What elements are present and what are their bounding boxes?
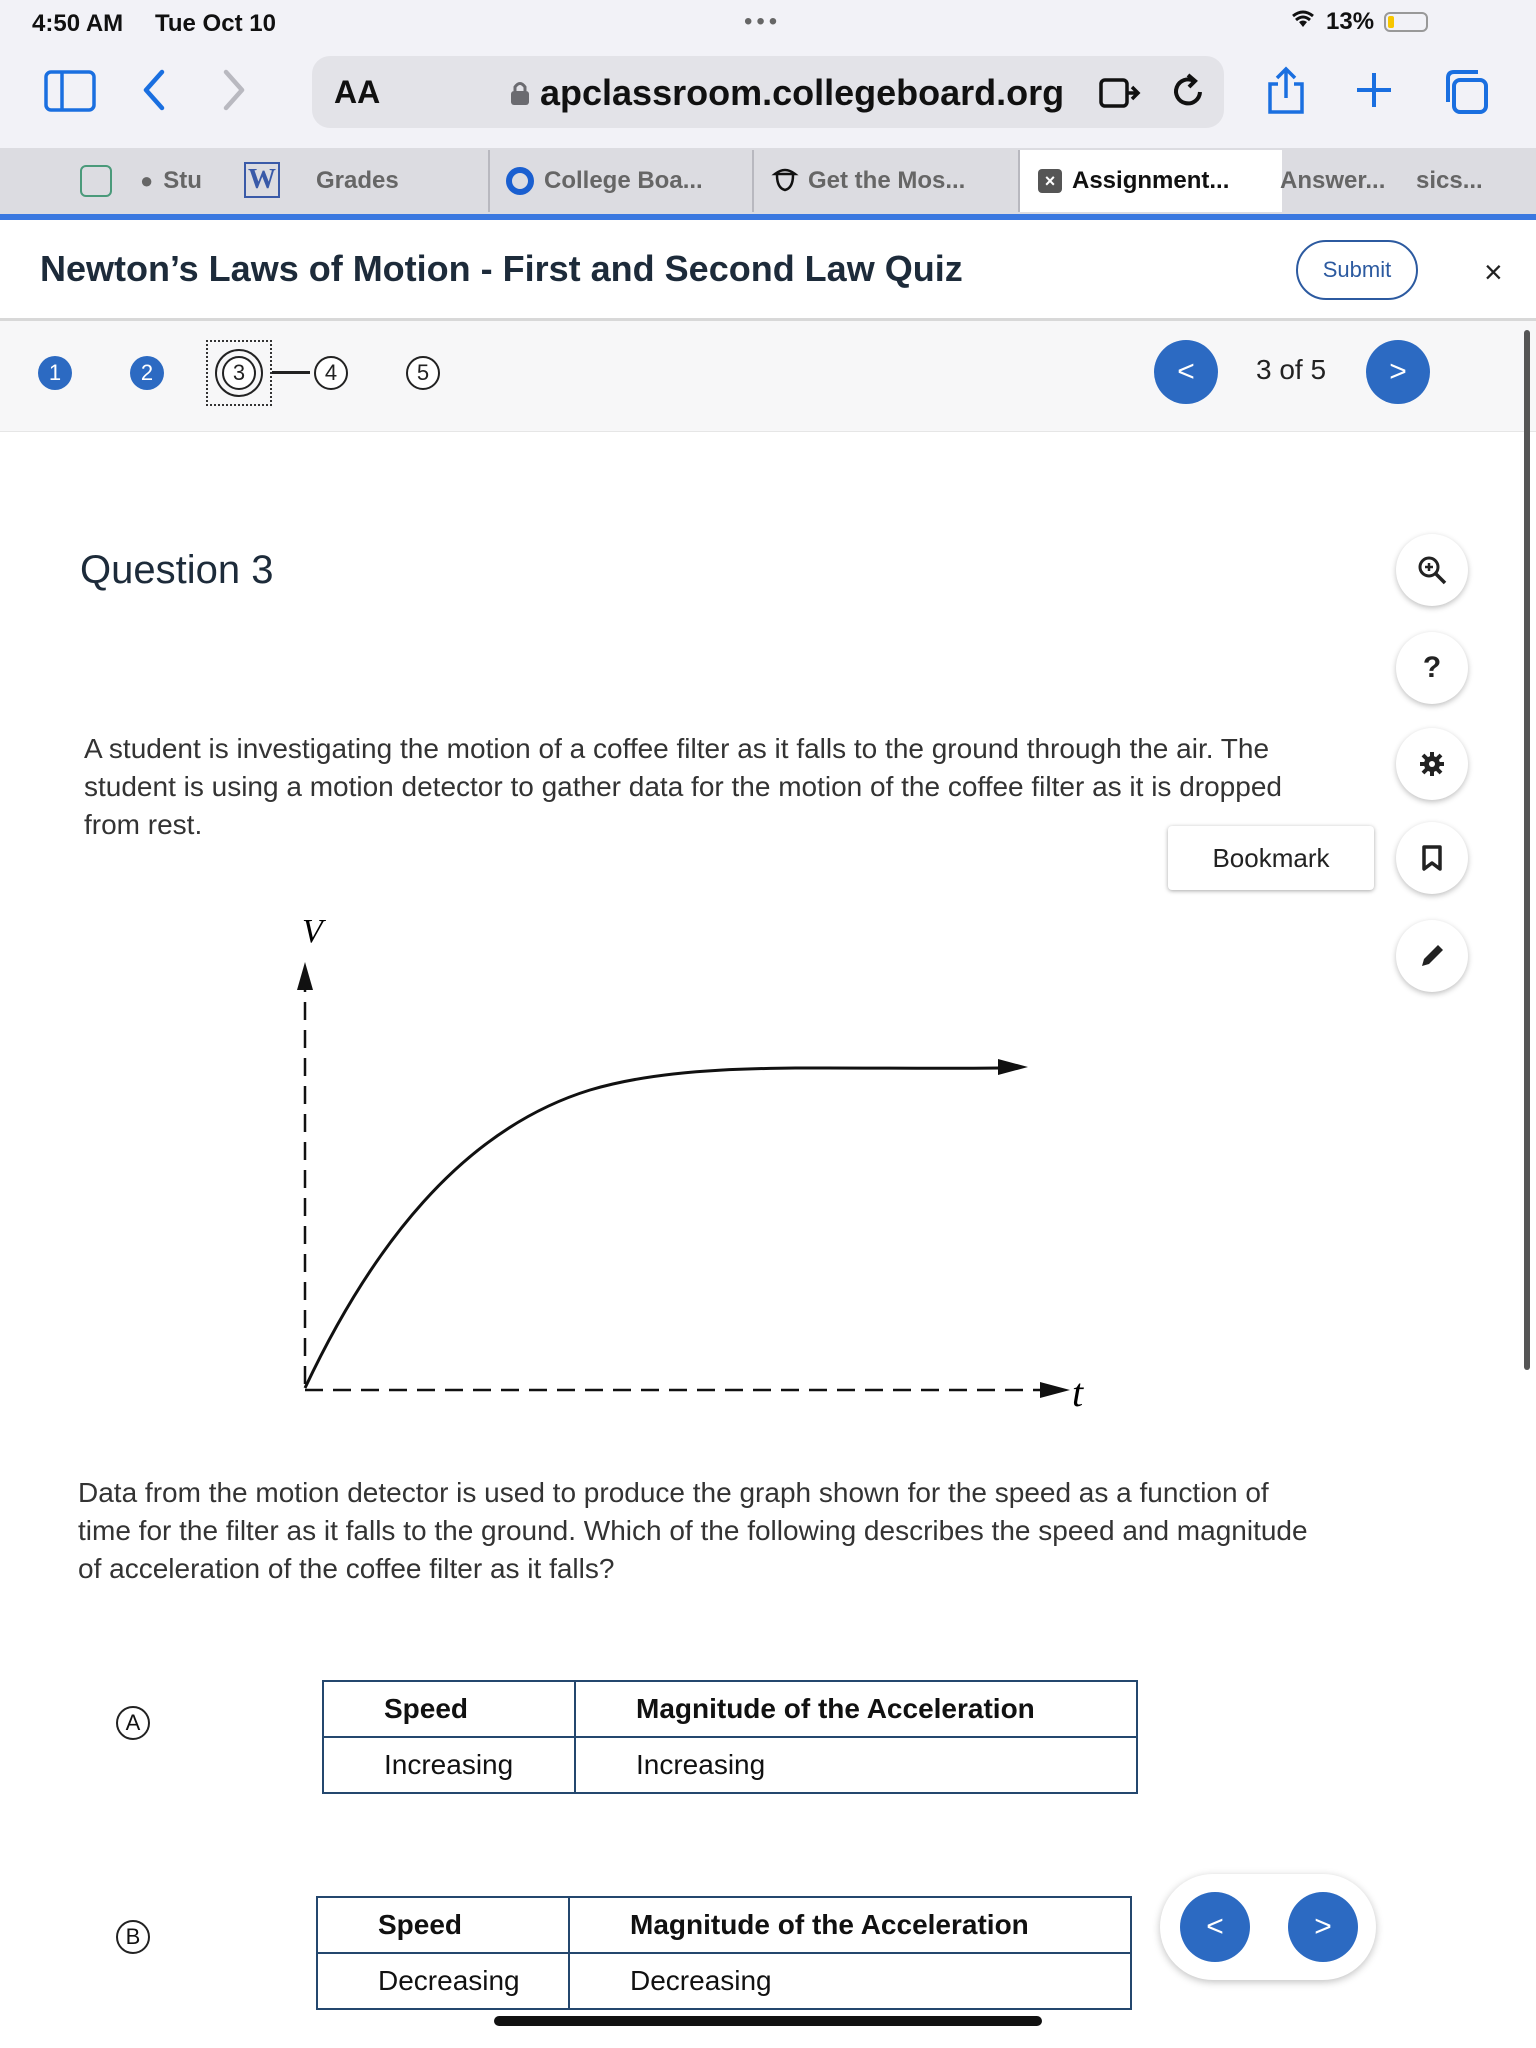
multitasking-dots-icon[interactable]: ••• [744, 8, 782, 35]
curve-arrowhead [998, 1059, 1028, 1075]
close-icon[interactable]: × [1484, 254, 1503, 290]
help-icon[interactable]: ? [1396, 632, 1468, 704]
lock-icon [510, 80, 530, 106]
apple-icon: ● [140, 168, 154, 193]
y-axis-arrow [297, 962, 313, 990]
extensions-icon[interactable] [1098, 74, 1142, 117]
submit-button[interactable]: Submit [1296, 240, 1418, 300]
bookmark-icon[interactable] [1396, 822, 1468, 894]
new-tab-icon[interactable] [1354, 70, 1394, 115]
x-axis-label: t [1072, 1370, 1084, 1415]
choice-a-header-speed: Speed [323, 1681, 575, 1737]
choice-a-accel: Increasing [575, 1737, 1137, 1793]
tab-answer[interactable]: Answer... [1280, 167, 1386, 194]
x-axis-arrow [1040, 1382, 1070, 1398]
sidebar-toggle-icon[interactable] [44, 70, 96, 117]
next-question-button[interactable]: > [1366, 340, 1430, 404]
choice-a-speed: Increasing [323, 1737, 575, 1793]
choice-a-table[interactable] [322, 1680, 1138, 1794]
share-icon[interactable] [1264, 66, 1308, 121]
status-time: 4:50 AM [32, 10, 124, 37]
question-nav-2[interactable]: 2 [130, 356, 164, 390]
choice-b-table[interactable] [316, 1896, 1132, 2010]
wordpress-icon[interactable]: W [244, 162, 280, 198]
pencil-icon[interactable] [1396, 920, 1468, 992]
status-date: Tue Oct 10 [155, 10, 276, 37]
college-board-icon [506, 167, 534, 195]
acorn-icon [772, 164, 798, 199]
back-icon[interactable] [140, 68, 168, 119]
tab-separator [488, 150, 490, 212]
wifi-icon [1290, 9, 1316, 35]
tab-0[interactable] [40, 150, 144, 212]
home-indicator[interactable] [494, 2016, 1042, 2026]
prev-question-button[interactable]: < [1154, 340, 1218, 404]
choice-b-header-speed: Speed [317, 1897, 569, 1953]
zoom-in-icon[interactable] [1396, 534, 1468, 606]
tab-physics[interactable]: sics... [1416, 167, 1483, 194]
choice-b-header-accel: Magnitude of the Acceleration [569, 1897, 1131, 1953]
choice-a-radio[interactable]: A [116, 1706, 150, 1740]
battery-icon [1384, 12, 1428, 32]
forward-icon[interactable] [220, 68, 248, 117]
url-text: apclassroom.collegeboard.org [540, 72, 1065, 113]
question-nav-3[interactable]: 3 [222, 356, 256, 390]
choice-b-speed: Decreasing [317, 1953, 569, 2009]
question-nav-4[interactable]: 4 [314, 356, 348, 390]
question-pager: 3 of 5 [1256, 354, 1327, 385]
question-title: Question 3 [80, 548, 274, 592]
text-size-button[interactable]: AA [334, 74, 381, 110]
quiz-title: Newton’s Laws of Motion - First and Second Law Quiz [40, 248, 963, 289]
bookmark-tooltip: Bookmark [1168, 826, 1374, 890]
question-nav-1[interactable]: 1 [38, 356, 72, 390]
tab-assignment[interactable]: × Assignment... [1020, 150, 1282, 212]
tab-grades[interactable]: Grades [316, 167, 399, 194]
velocity-time-graph [260, 910, 1084, 1415]
battery-percent: 13% [1326, 8, 1375, 35]
close-tab-icon[interactable]: × [1038, 169, 1062, 193]
status-indicators [1290, 8, 1428, 36]
tab-college-board[interactable]: College Boa... [506, 150, 750, 212]
velocity-curve [305, 1068, 1000, 1388]
choice-b-accel: Decreasing [569, 1953, 1131, 2009]
floating-next-button[interactable]: > [1288, 1892, 1358, 1962]
tabs-overview-icon[interactable] [1442, 68, 1490, 121]
choice-b-radio[interactable]: B [116, 1920, 150, 1954]
tab-separator [752, 150, 754, 212]
y-axis-label: V [302, 913, 323, 950]
question-stem: A student is investigating the motion of a coffee filter as it falls to the ground through the air. The student is using a motion detector to gather data for the motion of the coffee filter as it is dropped from rest. [84, 733, 1282, 840]
tab-get-the-most[interactable]: Get the Mos... [772, 150, 1012, 212]
floating-prev-button[interactable]: < [1180, 1892, 1250, 1962]
scrollbar[interactable] [1524, 330, 1530, 1370]
reload-icon[interactable] [1168, 72, 1208, 117]
question-nav-5[interactable]: 5 [406, 356, 440, 390]
chatgpt-icon [80, 165, 112, 197]
url-field[interactable] [510, 72, 1064, 114]
question-connector [272, 371, 310, 374]
choice-a-header-accel: Magnitude of the Acceleration [575, 1681, 1137, 1737]
question-prompt: Data from the motion detector is used to produce the graph shown for the speed as a function of time for the filter as it falls to the ground. Which of the following describes the speed and magnitude of acceleration of the coffee filter as it falls? [78, 1477, 1308, 1584]
gear-icon[interactable] [1396, 728, 1468, 800]
tab-stu[interactable]: ● Stu [140, 167, 202, 194]
